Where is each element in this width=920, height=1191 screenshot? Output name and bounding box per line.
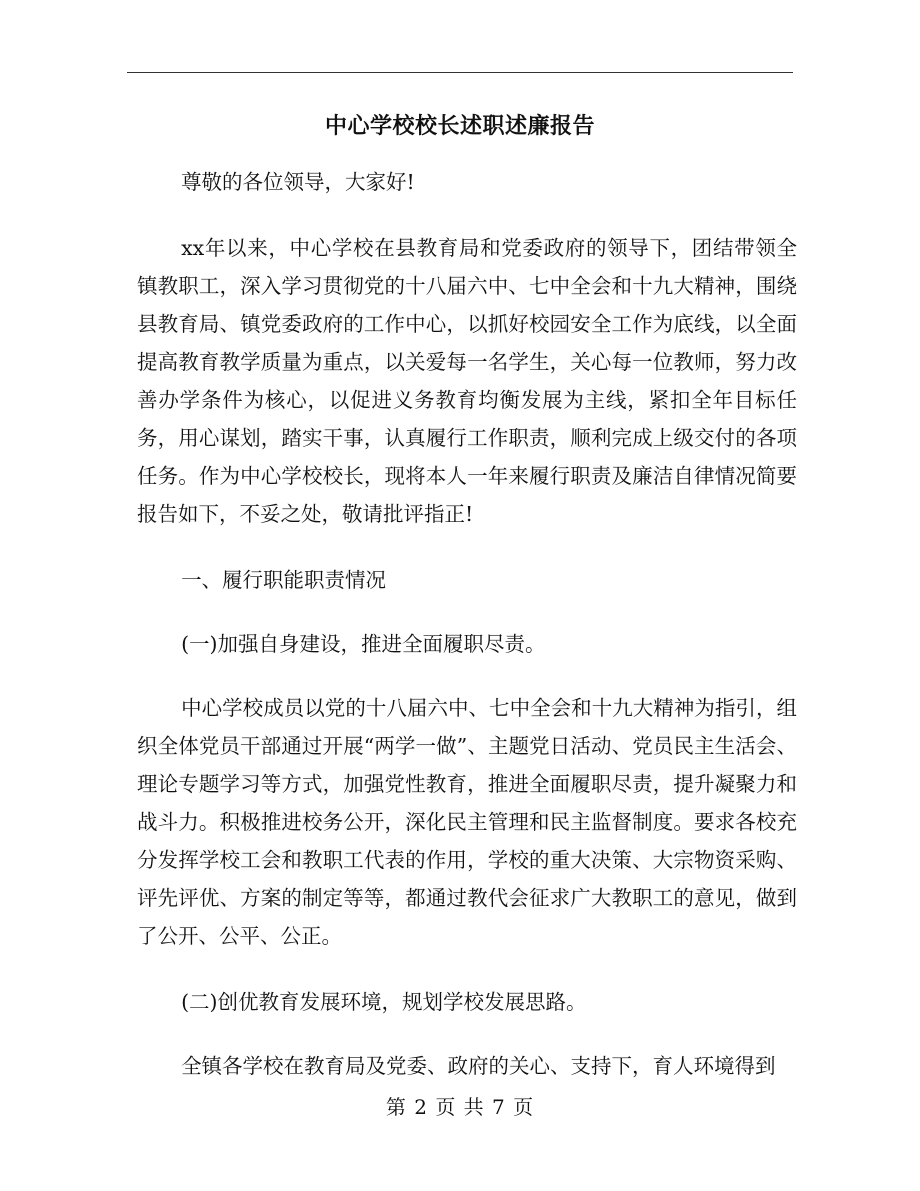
paragraph-greeting: 尊敬的各位领导，大家好! [181, 170, 415, 194]
paragraph-environment: 全镇各学校在教育局及党委、政府的关心、支持下，育人环境得到 [181, 1054, 776, 1078]
document-body [137, 163, 797, 1113]
section-heading-1: 一、履行职能职责情况 [181, 568, 387, 592]
subsection-heading-1: (一)加强自身建设，推进全面履职尽责。 [181, 632, 546, 656]
document-title: 中心学校校长述职述廉报告 [324, 113, 595, 139]
page-number-footer: 第 2 页 共 7 页 [385, 1095, 535, 1119]
header-rule [127, 72, 793, 73]
subsection-heading-2: (二)创优教育发展环境，规划学校发展思路。 [181, 990, 587, 1014]
paragraph-self-building: 中心学校成员以党的十八届六中、七中全会和十九大精神为指引，组织全体党员干部通过开展“两学一做”、主题党日活动、党员民主生活会、理论专题学习等方式，加强党性教育，推进全面履职尽责，提升凝聚力和战斗力。积极推进校务公开，深化民主管理和民主监督制度。要求各校充分发挥学校工会和教职工代表的作用，学校的重大决策、大宗物资采购、评先评优、方案的制定等等，都通过教代会征求广大教职工的意见，做到了公开、公平、公正。 [137, 696, 797, 948]
paragraph-intro: xx年以来，中心学校在县教育局和党委政府的领导下，团结带领全镇教职工，深入学习贯彻党的十八届六中、七中全会和十九大精神，围绕县教育局、镇党委政府的工作中心，以抓好校园安全工作为底线，以全面提高教育教学质量为重点，以关爱每一名学生，关心每一位教师，努力改善办学条件为核心，以促进义务教育均衡发展为主线，紧扣全年目标任务，用心谋划，踏实干事，认真履行工作职责，顺利完成上级交付的各项任务。作为中心学校校长，现将本人一年来履行职责及廉洁自律情况简要报告如下，不妥之处，敬请批评指正! [137, 236, 797, 526]
